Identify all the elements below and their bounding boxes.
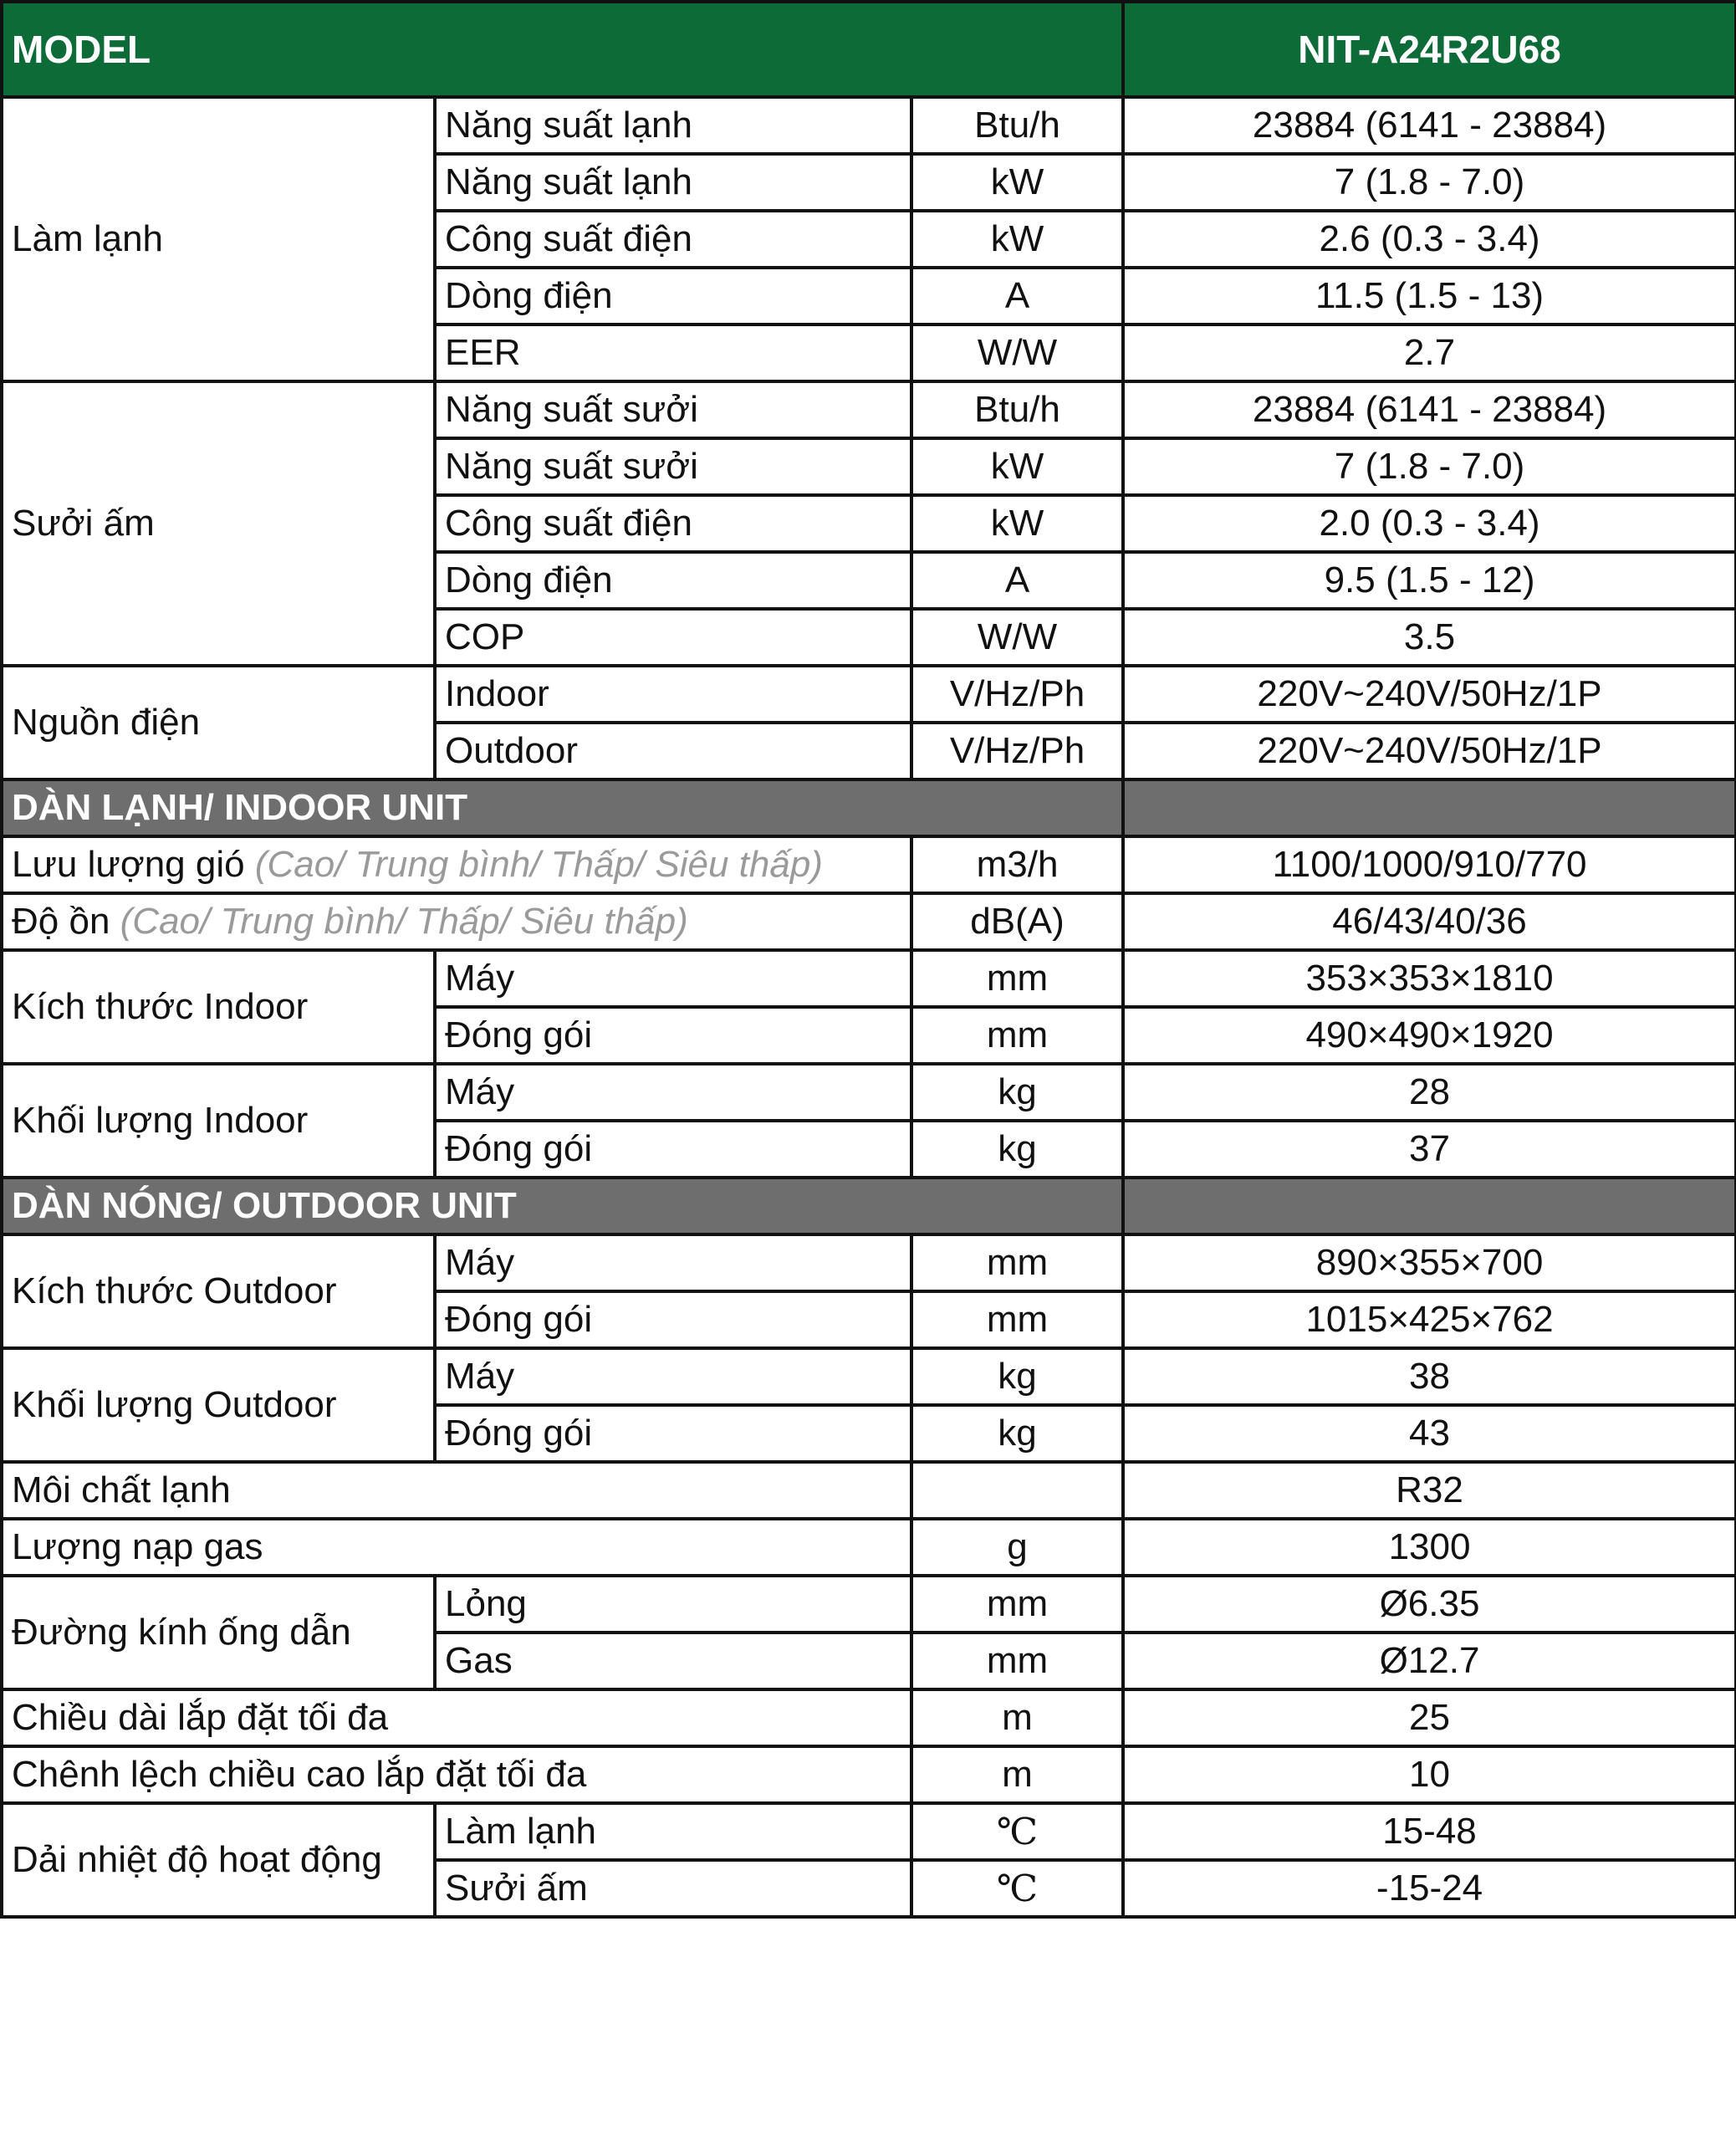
value-cell: 2.0 (0.3 - 3.4)	[1123, 495, 1736, 552]
item-label: Đóng gói	[435, 1291, 911, 1348]
group-cooling: Làm lạnh	[2, 97, 435, 381]
unit-cell: ℃	[911, 1803, 1123, 1860]
noise-label-cell	[2, 893, 911, 950]
value-cell: 38	[1123, 1348, 1736, 1405]
value-cell: 9.5 (1.5 - 12)	[1123, 552, 1736, 609]
unit-cell: V/Hz/Ph	[911, 723, 1123, 779]
value-cell: 220V~240V/50Hz/1P	[1123, 666, 1736, 723]
unit-cell: Btu/h	[911, 381, 1123, 438]
value-cell: 7 (1.8 - 7.0)	[1123, 438, 1736, 495]
noise-label: Độ ồn	[12, 901, 110, 942]
value-cell: 1300	[1123, 1519, 1736, 1576]
unit-cell: kg	[911, 1348, 1123, 1405]
item-label: Dòng điện	[435, 552, 911, 609]
unit-cell	[911, 1462, 1123, 1519]
value-cell: 220V~240V/50Hz/1P	[1123, 723, 1736, 779]
item-label: Năng suất sưởi	[435, 381, 911, 438]
gas-charge-label: Lượng nạp gas	[2, 1519, 911, 1576]
value-cell: Ø12.7	[1123, 1633, 1736, 1689]
section-indoor-row	[2, 779, 1736, 836]
group-power: Nguồn điện	[2, 666, 435, 779]
table-row	[2, 1348, 1736, 1405]
value-cell: 1100/1000/910/770	[1123, 836, 1736, 893]
unit-cell: kg	[911, 1121, 1123, 1178]
unit-cell: kW	[911, 495, 1123, 552]
unit-cell: ℃	[911, 1860, 1123, 1917]
unit-cell: m3/h	[911, 836, 1123, 893]
table-row	[2, 666, 1736, 723]
value-cell: 2.7	[1123, 324, 1736, 381]
group-outdoor-size: Kích thước Outdoor	[2, 1234, 435, 1348]
item-label: Đóng gói	[435, 1405, 911, 1462]
unit-cell: m	[911, 1746, 1123, 1803]
table-row	[2, 893, 1736, 950]
value-cell: R32	[1123, 1462, 1736, 1519]
unit-cell: mm	[911, 1234, 1123, 1291]
airflow-note: (Cao/ Trung bình/ Thấp/ Siêu thấp)	[254, 844, 823, 885]
section-blank	[1123, 779, 1736, 836]
table-row	[2, 1746, 1736, 1803]
section-outdoor-row	[2, 1178, 1736, 1234]
item-label: Năng suất sưởi	[435, 438, 911, 495]
value-cell: 23884 (6141 - 23884)	[1123, 97, 1736, 154]
value-cell: Ø6.35	[1123, 1576, 1736, 1633]
table-row	[2, 381, 1736, 438]
table-row	[2, 1576, 1736, 1633]
value-cell: 490×490×1920	[1123, 1007, 1736, 1064]
item-label: Outdoor	[435, 723, 911, 779]
item-label: Máy	[435, 1234, 911, 1291]
section-blank	[1123, 1178, 1736, 1234]
model-number: NIT-A24R2U68	[1123, 2, 1736, 97]
item-label: Indoor	[435, 666, 911, 723]
value-cell: 37	[1123, 1121, 1736, 1178]
value-cell: 25	[1123, 1689, 1736, 1746]
model-label: MODEL	[2, 2, 1123, 97]
airflow-label: Lưu lượng gió	[12, 844, 245, 885]
item-label: Dòng điện	[435, 268, 911, 324]
item-label: Máy	[435, 1064, 911, 1121]
refrigerant-label: Môi chất lạnh	[2, 1462, 911, 1519]
item-label: Lỏng	[435, 1576, 911, 1633]
value-cell: 353×353×1810	[1123, 950, 1736, 1007]
unit-cell: mm	[911, 1633, 1123, 1689]
table-row	[2, 1803, 1736, 1860]
model-header-row	[2, 2, 1736, 97]
item-label: Năng suất lạnh	[435, 154, 911, 211]
value-cell: -15-24	[1123, 1860, 1736, 1917]
unit-cell: g	[911, 1519, 1123, 1576]
item-label: Đóng gói	[435, 1121, 911, 1178]
value-cell: 15-48	[1123, 1803, 1736, 1860]
item-label: EER	[435, 324, 911, 381]
value-cell: 2.6 (0.3 - 3.4)	[1123, 211, 1736, 268]
group-indoor-size: Kích thước Indoor	[2, 950, 435, 1064]
group-outdoor-weight: Khối lượng Outdoor	[2, 1348, 435, 1462]
table-row	[2, 1462, 1736, 1519]
item-label: Sưởi ấm	[435, 1860, 911, 1917]
unit-cell: W/W	[911, 609, 1123, 666]
unit-cell: mm	[911, 1576, 1123, 1633]
value-cell: 890×355×700	[1123, 1234, 1736, 1291]
group-pipe: Đường kính ống dẫn	[2, 1576, 435, 1689]
value-cell: 10	[1123, 1746, 1736, 1803]
unit-cell: Btu/h	[911, 97, 1123, 154]
unit-cell: kg	[911, 1064, 1123, 1121]
section-title-indoor: DÀN LẠNH/ INDOOR UNIT	[2, 779, 1123, 836]
group-heating: Sưởi ấm	[2, 381, 435, 666]
item-label: Máy	[435, 1348, 911, 1405]
value-cell: 7 (1.8 - 7.0)	[1123, 154, 1736, 211]
item-label: Năng suất lạnh	[435, 97, 911, 154]
unit-cell: mm	[911, 950, 1123, 1007]
max-height-label: Chênh lệch chiều cao lắp đặt tối đa	[2, 1746, 911, 1803]
table-row	[2, 950, 1736, 1007]
unit-cell: A	[911, 268, 1123, 324]
unit-cell: mm	[911, 1291, 1123, 1348]
unit-cell: W/W	[911, 324, 1123, 381]
item-label: COP	[435, 609, 911, 666]
section-title-outdoor: DÀN NÓNG/ OUTDOOR UNIT	[2, 1178, 1123, 1234]
table-row	[2, 1689, 1736, 1746]
unit-cell: mm	[911, 1007, 1123, 1064]
group-indoor-weight: Khối lượng Indoor	[2, 1064, 435, 1178]
item-label: Đóng gói	[435, 1007, 911, 1064]
unit-cell: A	[911, 552, 1123, 609]
airflow-label-cell	[2, 836, 911, 893]
unit-cell: kW	[911, 154, 1123, 211]
item-label: Công suất điện	[435, 211, 911, 268]
table-row	[2, 1519, 1736, 1576]
item-label: Công suất điện	[435, 495, 911, 552]
value-cell: 23884 (6141 - 23884)	[1123, 381, 1736, 438]
unit-cell: kW	[911, 438, 1123, 495]
value-cell: 43	[1123, 1405, 1736, 1462]
unit-cell: dB(A)	[911, 893, 1123, 950]
value-cell: 11.5 (1.5 - 13)	[1123, 268, 1736, 324]
table-row	[2, 1064, 1736, 1121]
unit-cell: V/Hz/Ph	[911, 666, 1123, 723]
table-row	[2, 836, 1736, 893]
item-label: Máy	[435, 950, 911, 1007]
unit-cell: kW	[911, 211, 1123, 268]
noise-note: (Cao/ Trung bình/ Thấp/ Siêu thấp)	[120, 901, 688, 942]
value-cell: 1015×425×762	[1123, 1291, 1736, 1348]
unit-cell: m	[911, 1689, 1123, 1746]
group-temp-range: Dải nhiệt độ hoạt động	[2, 1803, 435, 1917]
value-cell: 3.5	[1123, 609, 1736, 666]
table-row	[2, 1234, 1736, 1291]
unit-cell: kg	[911, 1405, 1123, 1462]
item-label: Làm lạnh	[435, 1803, 911, 1860]
table-row	[2, 97, 1736, 154]
value-cell: 46/43/40/36	[1123, 893, 1736, 950]
value-cell: 28	[1123, 1064, 1736, 1121]
item-label: Gas	[435, 1633, 911, 1689]
max-length-label: Chiều dài lắp đặt tối đa	[2, 1689, 911, 1746]
